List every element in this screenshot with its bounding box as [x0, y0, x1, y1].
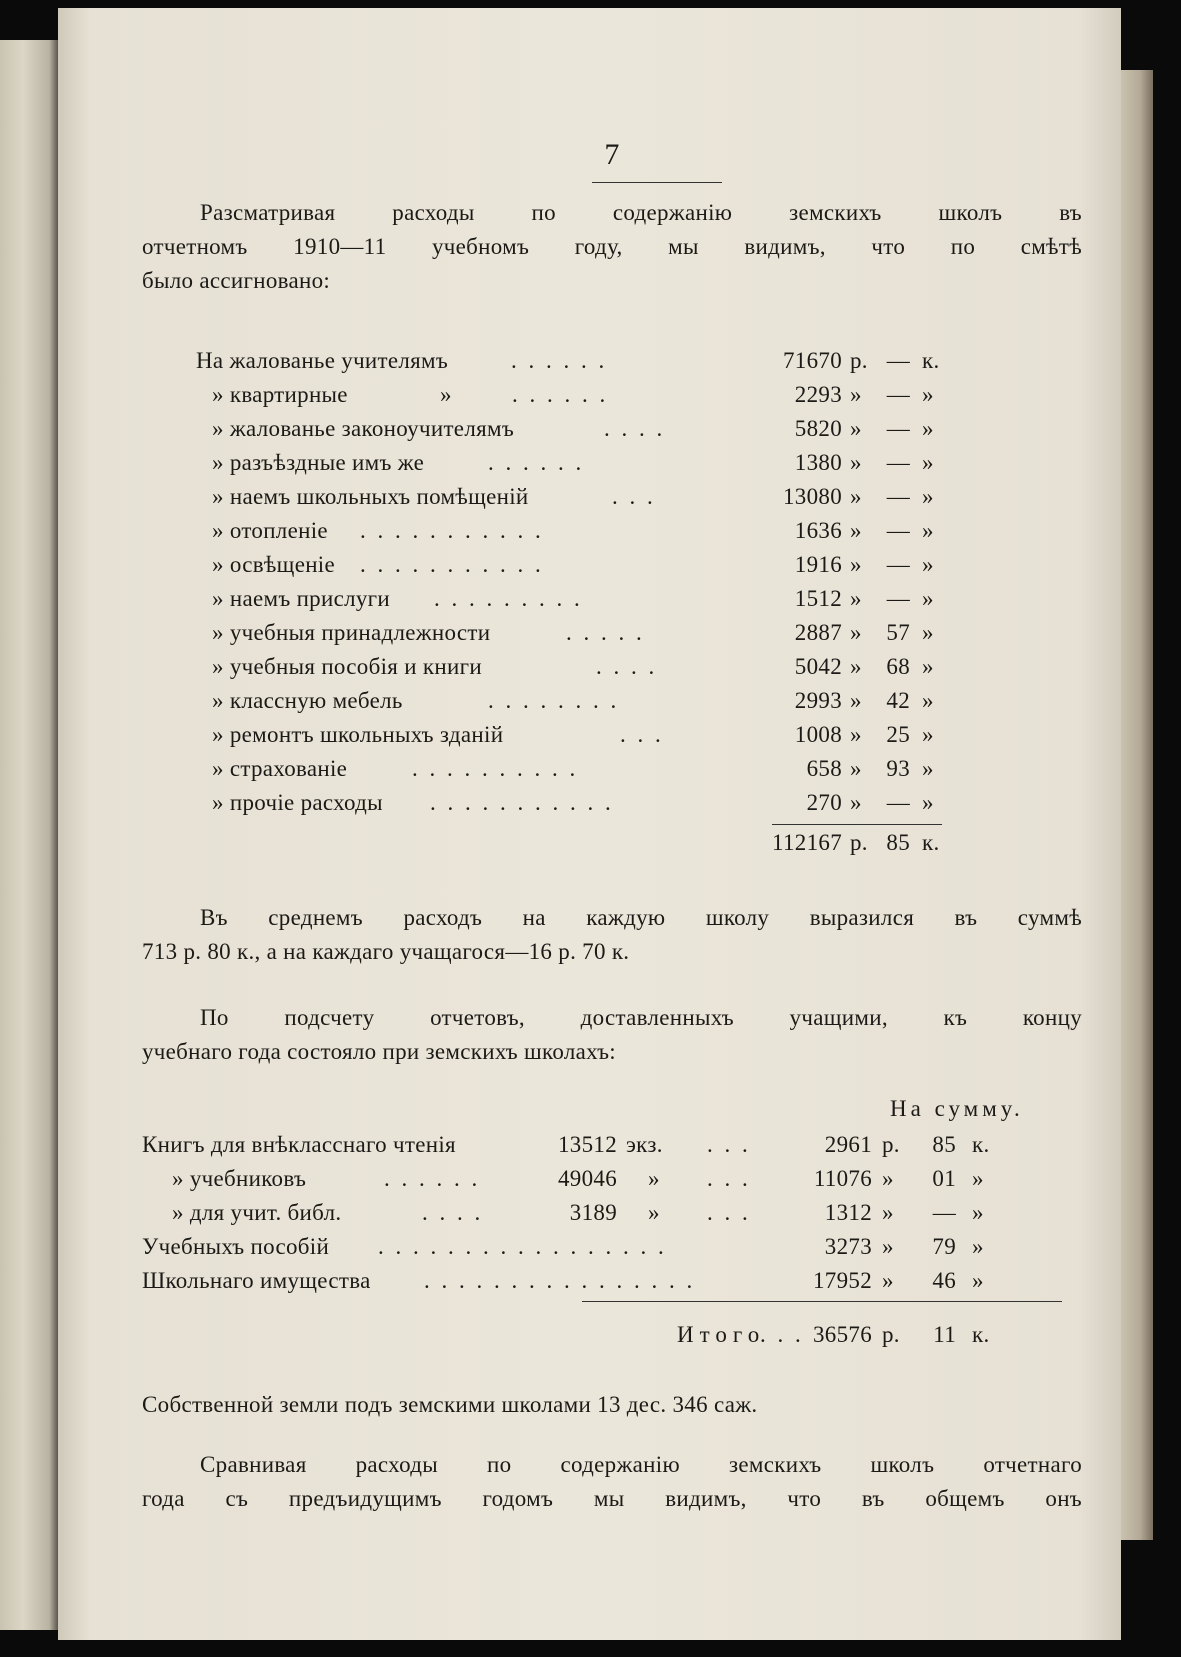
expense-row	[212, 484, 972, 514]
inventory-rubles: 1312	[824, 1200, 872, 1225]
rubles-unit: »	[850, 416, 862, 441]
expense-rubles: 13080	[783, 484, 842, 509]
leader-dots: . . . . . . . . . . . . . . . .	[424, 1268, 696, 1293]
inventory-quantity: 3189	[569, 1200, 617, 1225]
inventory-quantity: 13512	[558, 1132, 617, 1157]
kopecks-unit: »	[922, 382, 934, 407]
expense-rubles: 1380	[794, 450, 842, 475]
expense-row	[212, 722, 972, 752]
intro-paragraph	[142, 196, 1082, 298]
leader-dots: . . . . . . . . . .	[412, 756, 579, 781]
kopecks-unit: »	[922, 654, 934, 679]
total-kopecks: 11	[933, 1322, 956, 1347]
expense-row	[196, 348, 956, 378]
expense-rubles: 2993	[794, 688, 842, 713]
expense-rubles: 1636	[794, 518, 842, 543]
expense-kopecks: —	[886, 348, 910, 373]
expense-row	[212, 518, 972, 548]
leader-dots: . . . . . . . . . . .	[360, 518, 544, 543]
page-number-rule	[592, 182, 722, 183]
kopecks-unit: к.	[972, 1322, 990, 1347]
kopecks-unit: к.	[922, 348, 940, 373]
rubles-unit: р.	[882, 1322, 900, 1347]
intro-line: Разсматривая расходы по содержанію земскихъ школъ въ	[200, 200, 1082, 225]
rubles-unit: »	[850, 518, 862, 543]
inventory-rubles: 11076	[813, 1166, 872, 1191]
leader-dots: . . . .	[596, 654, 658, 679]
expense-kopecks: —	[886, 552, 910, 577]
total-rule	[772, 824, 942, 825]
kopecks-unit: »	[922, 416, 934, 441]
expense-rubles: 2887	[794, 620, 842, 645]
kopecks-unit: »	[922, 620, 934, 645]
sum-column-header: На сумму.	[890, 1096, 1024, 1121]
inventory-label: Учебныхъ пособій	[142, 1234, 330, 1259]
rubles-unit: »	[850, 382, 862, 407]
quantity-unit: экз.	[626, 1132, 663, 1157]
leader-dots: . . .	[612, 484, 656, 509]
expense-label: » жалованье законоучителямъ	[212, 416, 515, 441]
expense-row	[212, 586, 972, 616]
page-number: 7	[604, 138, 620, 171]
land-line: Собственной земли подъ земскими школами 13 дес. 346 саж.	[142, 1392, 758, 1417]
expense-rubles: 1008	[794, 722, 842, 747]
expense-label: » разъѣздные имъ же	[212, 450, 425, 475]
average-paragraph	[142, 901, 1082, 969]
expense-kopecks: 93	[886, 756, 910, 781]
leader-dots: . . . . . .	[488, 450, 585, 475]
rubles-unit: р.	[850, 830, 868, 855]
rubles-unit: »	[850, 688, 862, 713]
total-rule	[582, 1301, 1062, 1302]
quantity-unit: »	[648, 1166, 660, 1191]
expense-row	[212, 450, 972, 480]
expense-kopecks: —	[886, 450, 910, 475]
expense-label: » страхованіе	[212, 756, 348, 781]
average-line: 713 р. 80 к., а на каждаго учащагося—16 р. 70 к.	[142, 939, 630, 964]
page-content	[142, 8, 1082, 1640]
expense-kopecks: —	[886, 382, 910, 407]
inventory-total-row	[142, 1322, 1082, 1352]
leader-dots: . . . . . . . .	[488, 688, 620, 713]
expense-rubles: 71670	[783, 348, 842, 373]
expense-label: » освѣщеніе	[212, 552, 336, 577]
leader-dots: . . . . . .	[512, 382, 609, 407]
kopecks-unit: »	[922, 756, 934, 781]
expense-row	[212, 790, 972, 820]
expense-label: » отопленіе	[212, 518, 328, 543]
expense-rubles: 2293	[794, 382, 842, 407]
expense-label: » ремонтъ школьныхъ зданій	[212, 722, 504, 747]
expense-label: » наемъ прислуги	[212, 586, 391, 611]
rubles-unit: »	[850, 552, 862, 577]
rubles-unit: »	[850, 756, 862, 781]
kopecks-unit: »	[922, 518, 934, 543]
expense-label: » квартирные	[212, 382, 348, 407]
leader-dots: . . . . . . . . .	[434, 586, 583, 611]
expense-row	[212, 688, 972, 718]
rubles-unit: »	[850, 722, 862, 747]
expense-row	[212, 620, 972, 650]
expense-rubles: 270	[806, 790, 842, 815]
comparison-line: года съ предъидущимъ годомъ мы видимъ, что въ общемъ онъ	[142, 1486, 1082, 1511]
expense-rubles: 1916	[794, 552, 842, 577]
kopecks-unit: »	[972, 1200, 984, 1225]
previous-page-edge	[0, 40, 58, 1630]
leader-dots: . . .	[707, 1166, 751, 1191]
inventory-rubles: 17952	[813, 1268, 872, 1293]
expense-row	[212, 654, 972, 684]
kopecks-unit: »	[922, 586, 934, 611]
total-label: Итого	[677, 1322, 766, 1347]
reports-line: учебнаго года состояло при земскихъ школахъ:	[142, 1039, 616, 1064]
rubles-unit: »	[850, 586, 862, 611]
leader-dots: . . . . . . . . . . .	[360, 552, 544, 577]
inventory-quantity: 49046	[558, 1166, 617, 1191]
expense-kopecks: —	[886, 484, 910, 509]
expense-kopecks: —	[886, 518, 910, 543]
expense-row	[212, 416, 972, 446]
rubles-unit: »	[850, 484, 862, 509]
inventory-label: Книгъ для внѣкласснаго чтенія	[142, 1132, 456, 1157]
leader-dots: . . . .	[422, 1200, 484, 1225]
expense-kopecks: 25	[886, 722, 910, 747]
kopecks-unit: »	[922, 552, 934, 577]
kopecks-unit: »	[972, 1234, 984, 1259]
kopecks-unit: »	[922, 790, 934, 815]
expense-rubles: 658	[806, 756, 842, 781]
inventory-kopecks: 01	[932, 1166, 956, 1191]
kopecks-unit: »	[972, 1268, 984, 1293]
total-rubles: 112167	[772, 830, 842, 855]
inventory-kopecks: 79	[932, 1234, 956, 1259]
expense-rubles: 5820	[794, 416, 842, 441]
expense-kopecks: 57	[886, 620, 910, 645]
leader-dots: . . . . .	[566, 620, 645, 645]
rubles-unit: »	[850, 450, 862, 475]
expense-rubles: 5042	[794, 654, 842, 679]
ditto-mark: »	[440, 382, 452, 407]
expense-label: » прочіе расходы	[212, 790, 383, 815]
kopecks-unit: к.	[972, 1132, 990, 1157]
inventory-label: » учебниковъ	[172, 1166, 307, 1191]
expense-total-row	[212, 830, 972, 860]
leader-dots: . . . . . .	[384, 1166, 481, 1191]
expense-kopecks: 42	[886, 688, 910, 713]
leader-dots: . . .	[620, 722, 664, 747]
kopecks-unit: »	[922, 450, 934, 475]
expense-row	[212, 552, 972, 582]
expense-kopecks: —	[886, 790, 910, 815]
comparison-paragraph	[142, 1448, 1082, 1516]
kopecks-unit: »	[972, 1166, 984, 1191]
inventory-row	[172, 1200, 1082, 1230]
rubles-unit: р.	[850, 348, 868, 373]
expense-label: » учебныя пособія и книги	[212, 654, 482, 679]
total-kopecks: 85	[886, 830, 910, 855]
inventory-row	[172, 1166, 1082, 1196]
inventory-kopecks: 46	[932, 1268, 956, 1293]
inventory-row	[142, 1132, 1082, 1162]
kopecks-unit: »	[922, 722, 934, 747]
land-paragraph	[142, 1388, 1082, 1422]
book-page	[58, 8, 1121, 1640]
leader-dots: . . .	[760, 1322, 804, 1347]
rubles-unit: »	[882, 1234, 894, 1259]
expense-kopecks: —	[886, 586, 910, 611]
inventory-row	[142, 1268, 1082, 1298]
total-rubles: 36576	[813, 1322, 872, 1347]
average-line: Въ среднемъ расходъ на каждую школу выразился въ суммѣ	[200, 905, 1082, 930]
quantity-unit: »	[648, 1200, 660, 1225]
intro-line: отчетномъ 1910—11 учебномъ году, мы видимъ, что по смѣтѣ	[142, 234, 1082, 259]
expense-row	[212, 756, 972, 786]
inventory-kopecks: 85	[932, 1132, 956, 1157]
rubles-unit: »	[850, 654, 862, 679]
expense-label: На жалованье учителямъ	[196, 348, 449, 373]
rubles-unit: »	[850, 790, 862, 815]
page-stack-edge	[1121, 70, 1153, 1540]
inventory-row	[142, 1234, 1082, 1264]
leader-dots: . . . .	[604, 416, 666, 441]
expense-label: » классную мебель	[212, 688, 403, 713]
rubles-unit: р.	[882, 1132, 900, 1157]
inventory-kopecks: —	[932, 1200, 956, 1225]
expense-kopecks: —	[886, 416, 910, 441]
leader-dots: . . . . . . . . . . .	[430, 790, 614, 815]
expense-rubles: 1512	[794, 586, 842, 611]
leader-dots: . . .	[707, 1132, 751, 1157]
inventory-rubles: 2961	[824, 1132, 872, 1157]
rubles-unit: »	[882, 1200, 894, 1225]
reports-paragraph	[142, 1001, 1082, 1069]
rubles-unit: »	[882, 1166, 894, 1191]
inventory-rubles: 3273	[824, 1234, 872, 1259]
reports-line: По подсчету отчетовъ, доставленныхъ учащими, къ концу	[200, 1005, 1082, 1030]
kopecks-unit: »	[922, 688, 934, 713]
kopecks-unit: к.	[922, 830, 940, 855]
leader-dots: . . .	[707, 1200, 751, 1225]
comparison-line: Сравнивая расходы по содержанію земскихъ школъ отчетнаго	[200, 1452, 1082, 1477]
leader-dots: . . . . . . . . . . . . . . . . .	[378, 1234, 667, 1259]
rubles-unit: »	[850, 620, 862, 645]
expense-row	[212, 382, 972, 412]
expense-label: » наемъ школьныхъ помѣщеній	[212, 484, 529, 509]
expense-kopecks: 68	[886, 654, 910, 679]
intro-line: было ассигновано:	[142, 268, 331, 293]
expense-label: » учебныя принадлежности	[212, 620, 491, 645]
rubles-unit: »	[882, 1268, 894, 1293]
inventory-label: » для учит. библ.	[172, 1200, 342, 1225]
kopecks-unit: »	[922, 484, 934, 509]
inventory-label: Школьнаго имущества	[142, 1268, 371, 1293]
leader-dots: . . . . . .	[511, 348, 608, 373]
